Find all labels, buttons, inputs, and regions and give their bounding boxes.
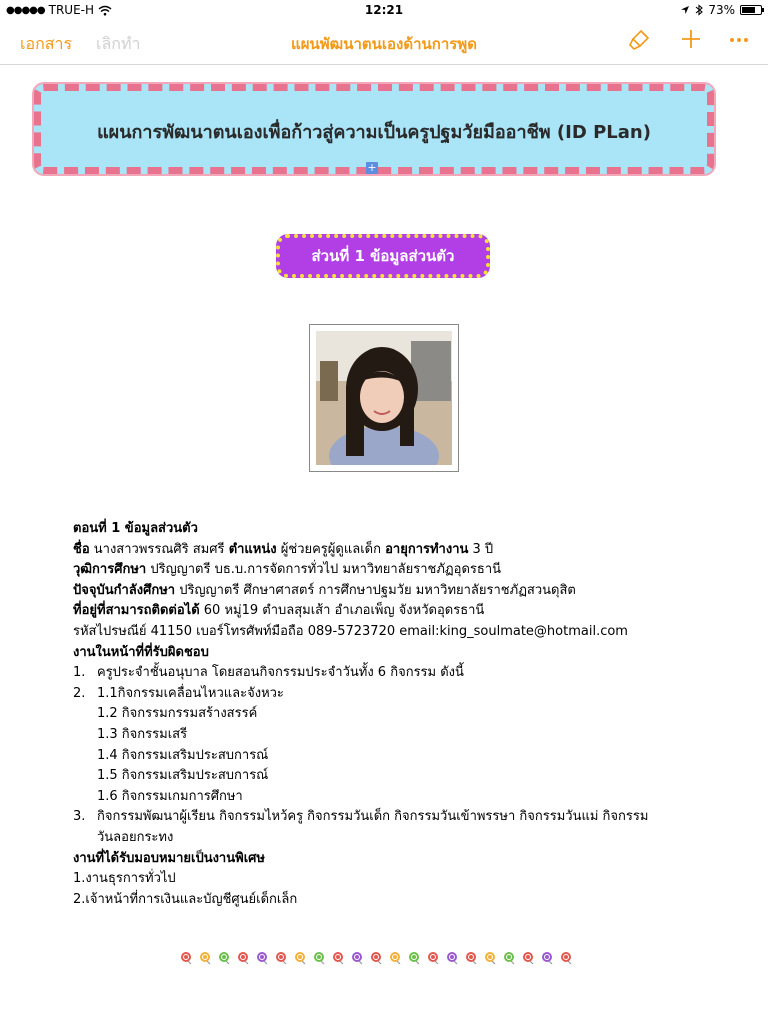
- lollipop-icon: [427, 950, 441, 964]
- lollipop-icon: [522, 950, 536, 964]
- plus-icon[interactable]: [678, 28, 704, 54]
- paintbrush-icon[interactable]: [626, 28, 652, 54]
- study-value: ปริญญาตรี ศึกษาศาสตร์ การศึกษาปฐมวัย มหาวิทยาลัยราชภัฏสวนดุสิต: [175, 582, 576, 598]
- sub-item: 1.3 กิจกรรมเสรี: [97, 726, 188, 742]
- lollipop-icon: [465, 950, 479, 964]
- lollipop-icon: [370, 950, 384, 964]
- lollipop-icon: [446, 950, 460, 964]
- sub-item: 1.1กิจกรรมเคลื่อนไหวและจังหวะ: [97, 685, 284, 701]
- duties-heading: งานในหน้าที่ที่รับผิดชอบ: [73, 644, 209, 660]
- lollipop-icon: [237, 950, 251, 964]
- special-item: 2.เจ้าหน้าที่การเงินและบัญชีศูนย์เด็กเล็ก: [73, 891, 298, 907]
- degree-label: วุฒิการศึกษา: [73, 562, 147, 578]
- special-heading: งานที่ได้รับมอบหมายเป็นงานพิเศษ: [73, 850, 265, 866]
- list-item: [73, 807, 713, 828]
- name-label: ชื่อ: [73, 541, 90, 557]
- battery-icon: [740, 5, 762, 15]
- sub-item: 1.4 กิจกรรมเสริมประสบการณ์: [97, 747, 269, 763]
- add-row-handle-icon[interactable]: +: [367, 161, 377, 174]
- decorative-divider: [180, 950, 590, 964]
- experience-value: 3 ปี: [468, 541, 494, 557]
- undo-button[interactable]: เลิกทำ: [96, 34, 141, 53]
- sub-item: 1.2 กิจกรรมกรรมสร้างสรรค์: [97, 706, 258, 722]
- experience-label: อายุการทำงาน: [385, 541, 469, 557]
- sub-item: 1.6 กิจกรรมเกมการศึกษา: [97, 788, 243, 804]
- degree-line: [73, 560, 713, 581]
- address-value: 60 หมู่19 ตำบลสุมเส้า อำเภอเพ็ญ จังหวัดอุดรธานี: [199, 603, 485, 619]
- signal-dots-icon: ●●●●●: [6, 4, 45, 16]
- list-item: [73, 663, 713, 684]
- special-item: 1.งานธุรการทั่วไป: [73, 871, 176, 887]
- address-line: [73, 601, 713, 622]
- name-line: [73, 540, 713, 561]
- lollipop-icon: [541, 950, 555, 964]
- position-value: ผู้ช่วยครูผู้ดูแลเด็ก: [276, 541, 386, 557]
- list-text-continued: วันลอยกระทง: [97, 829, 174, 845]
- location-icon: [680, 5, 690, 15]
- documents-button[interactable]: เอกสาร: [20, 34, 73, 53]
- battery-level: [742, 7, 755, 13]
- contact-line: รหัสไปรษณีย์ 41150 เบอร์โทรศัพท์มือถือ 089-5723720 email:king_soulmate@hotmail.com: [73, 623, 628, 639]
- lollipop-icon: [408, 950, 422, 964]
- study-line: [73, 581, 713, 602]
- clock: 12:21: [364, 3, 404, 17]
- lollipop-icon: [199, 950, 213, 964]
- study-label: ปัจจุบันกำลังศึกษา: [73, 582, 176, 598]
- portrait-illustration: [316, 331, 452, 465]
- lollipop-icon: [294, 950, 308, 964]
- battery-percent: 73%: [708, 3, 735, 17]
- more-icon[interactable]: [726, 28, 752, 54]
- list-text: ครูประจำชั้นอนุบาล โดยสอนกิจกรรมประจำวันทั้ง 6 กิจกรรม ดังนี้: [97, 665, 464, 681]
- address-label: ที่อยู่ที่สามารถติดต่อได้: [73, 603, 200, 619]
- degree-value: ปริญญาตรี บธ.บ.การจัดการทั่วไป มหาวิทยาลัยราชภัฏอุดรธานี: [146, 562, 502, 578]
- list-item: [73, 684, 713, 705]
- list-number: 3.: [73, 809, 86, 825]
- lollipop-icon: [256, 950, 270, 964]
- list-text: กิจกรรมพัฒนาผู้เรียน กิจกรรมไหว้ครู กิจกรรมวันเด็ก กิจกรรมวันเข้าพรรษา กิจกรรมวันแม่ กิจกรรม: [97, 809, 649, 825]
- list-number: 1.: [73, 665, 86, 681]
- position-label: ตำแหน่ง: [228, 541, 277, 557]
- lollipop-icon: [503, 950, 517, 964]
- photo-image: [316, 331, 452, 465]
- part-heading: ตอนที่ 1 ข้อมูลส่วนตัว: [73, 521, 198, 536]
- lollipop-icon: [484, 950, 498, 964]
- lollipop-icon: [313, 950, 327, 964]
- document-title: แผนพัฒนาตนเองด้านการพูด: [291, 35, 477, 53]
- nav-bar: [0, 20, 768, 65]
- lollipop-icon: [389, 950, 403, 964]
- list-number: 2.: [73, 685, 86, 701]
- lollipop-icon: [180, 950, 194, 964]
- lollipop-icon: [275, 950, 289, 964]
- section-badge[interactable]: ส่วนที่ 1 ข้อมูลส่วนตัว: [276, 234, 490, 278]
- lollipop-icon: [218, 950, 232, 964]
- bluetooth-icon: [695, 4, 703, 16]
- lollipop-icon: [351, 950, 365, 964]
- profile-text: [73, 519, 713, 910]
- banner-title: แผนการพัฒนาตนเองเพื่อก้าวสู่ความเป็นครูปฐมวัยมืออาชีพ (ID PLan): [97, 122, 651, 143]
- name-value: นางสาวพรรณศิริ สมศรี: [89, 541, 229, 557]
- lollipop-icon: [560, 950, 574, 964]
- carrier-label: TRUE-H: [48, 3, 95, 17]
- sub-item: 1.5 กิจกรรมเสริมประสบการณ์: [97, 768, 269, 784]
- status-bar: [0, 0, 768, 20]
- profile-photo[interactable]: [309, 324, 459, 472]
- lollipop-icon: [332, 950, 346, 964]
